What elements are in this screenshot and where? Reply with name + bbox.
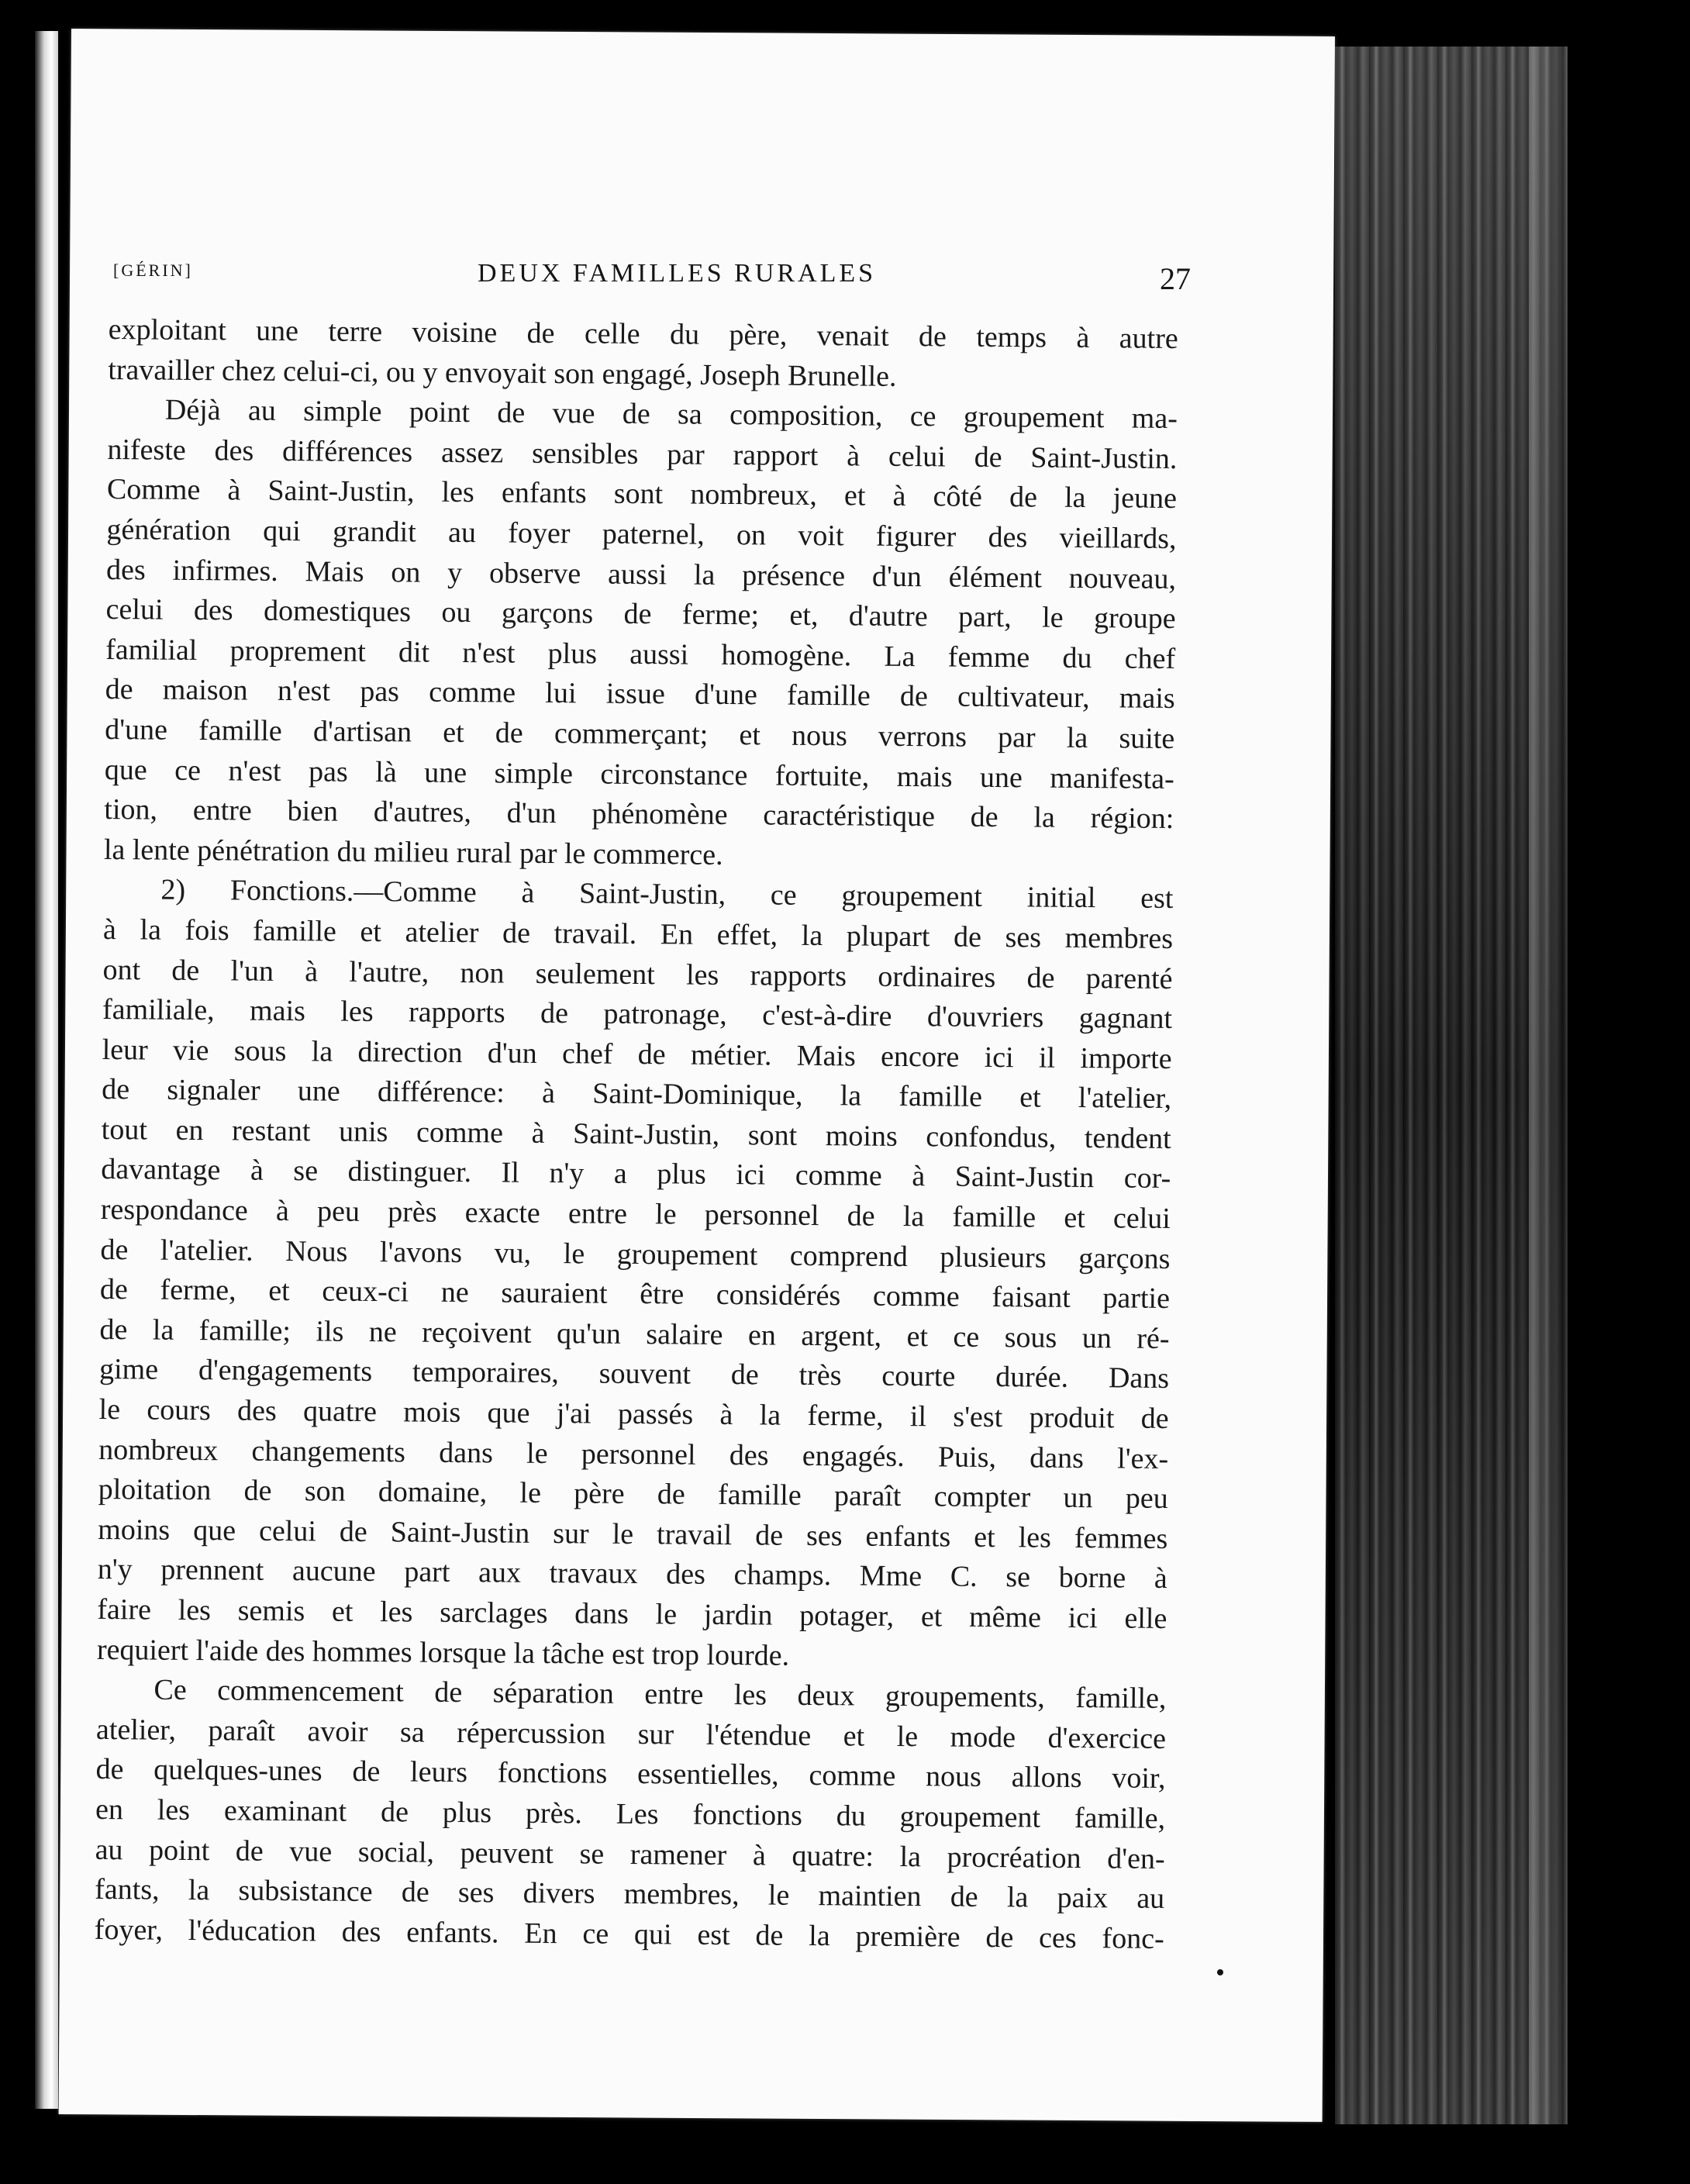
body-text (95, 310, 1178, 1959)
text-line: requiert l'aide des hommes lorsque la tâche est trop lourde. (96, 1633, 790, 1672)
text-line: que ce n'est pas là une simple circonstance fortuite, mais une manifesta- (104, 753, 1174, 795)
text-line: celui des domestiques ou garçons de ferme; et, d'autre part, le groupe (105, 593, 1176, 636)
text-line: ont de l'un à l'autre, non seulement les rapports ordinaires de parenté (102, 953, 1173, 995)
text-line: foyer, l'éducation des enfants. En ce qui est de la première de ces fonc- (94, 1913, 1164, 1955)
text-line: de l'atelier. Nous l'avons vu, le groupement comprend plusieurs garçons (100, 1233, 1171, 1275)
text-line: 2) Fonctions.—Comme à Saint-Justin, ce groupement initial est (160, 873, 1174, 916)
header-author: [GÉRIN] (113, 260, 193, 280)
text-line: respondance à peu près exacte entre le personnel de la famille et celui (100, 1193, 1171, 1236)
text-line: moins que celui de Saint-Justin sur le travail de ses enfants et les femmes (98, 1513, 1168, 1555)
text-line: tout en restant unis comme à Saint-Justin, sont moins confondus, tendent (101, 1113, 1171, 1155)
scan-speck (1217, 1969, 1223, 1975)
running-header (113, 260, 1191, 299)
text-line: de la famille; ils ne reçoivent qu'un salaire en argent, et ce sous un ré- (99, 1313, 1170, 1355)
left-page-edge (35, 31, 58, 2109)
text-line: d'une famille d'artisan et de commerçant; et nous verrons par la suite (105, 712, 1175, 755)
header-title: DEUX FAMILLES RURALES (478, 259, 877, 288)
text-line: familial proprement dit n'est plus aussi homogène. La femme du chef (105, 633, 1176, 675)
text-line: à la fois famille et atelier de travail. En effet, la plupart de ses membres (102, 913, 1174, 955)
text-line: nifeste des différences assez sensibles par rapport à celui de Saint-Justin. (107, 433, 1178, 475)
text-line: faire les semis et les sarclages dans le jardin potager, et même ici elle (97, 1592, 1167, 1635)
text-line: ploitation de son domaine, le père de famille paraît compter un peu (98, 1473, 1168, 1516)
text-line: de signaler une différence: à Saint-Dominique, la famille et l'atelier, (102, 1073, 1172, 1116)
text-line: familiale, mais les rapports de patronage, c'est-à-dire d'ouvriers gagnant (102, 993, 1173, 1036)
text-line: au point de vue social, peuvent se ramener à quatre: la procréation d'en- (95, 1833, 1165, 1875)
text-line: le cours des quatre mois que j'ai passés à la ferme, il s'est produit de (98, 1392, 1169, 1436)
text-line: tion, entre bien d'autres, d'un phénomène caractéristique de la région: (104, 793, 1174, 836)
text-line: atelier, paraît avoir sa répercussion sur l'étendue et le mode d'exercice (95, 1713, 1167, 1755)
text-line: fants, la subsistance de ses divers membres, le maintien de la paix au (95, 1873, 1165, 1916)
text-line: gime d'engagements temporaires, souvent de très courte durée. Dans (98, 1353, 1170, 1396)
text-line: génération qui grandit au foyer paternel, on voit figurer des vieillards, (106, 512, 1177, 555)
text-line: nombreux changements dans le personnel des engagés. Puis, dans l'ex- (98, 1433, 1169, 1475)
text-line: en les examinant de plus près. Les fonctions du groupement famille, (95, 1792, 1166, 1835)
text-line: de quelques-unes de leurs fonctions essentielles, comme nous allons voir, (95, 1753, 1166, 1796)
page-number: 27 (1160, 261, 1191, 296)
text-line: exploitant une terre voisine de celle du père, venait de temps à autre (108, 312, 1178, 356)
text-line: leur vie sous la direction d'un chef de métier. Mais encore ici il importe (102, 1033, 1172, 1075)
text-line: de maison n'est pas comme lui issue d'une famille de cultivateur, mais (105, 673, 1175, 716)
text-line: des infirmes. Mais on y observe aussi la présence d'un élément nouveau, (105, 553, 1177, 595)
text-line: Déjà au simple point de vue de sa composition, ce groupement ma- (164, 393, 1178, 436)
text-line: Comme à Saint-Justin, les enfants sont nombreux, et à côté de la jeune (106, 473, 1178, 516)
book-page-edges (1335, 47, 1568, 2124)
text-line: la lente pénétration du milieu rural par le commerce. (103, 833, 723, 871)
text-line: Ce commencement de séparation entre les deux groupements, famille, (153, 1673, 1167, 1716)
text-line: travailler chez celui-ci, ou y envoyait son engagé, Joseph Brunelle. (108, 353, 897, 393)
text-line: davantage à se distinguer. Il n'y a plus ici comme à Saint-Justin cor- (101, 1153, 1171, 1196)
text-line: n'y prennent aucune part aux travaux des champs. Mme C. se borne à (97, 1553, 1167, 1596)
text-line: de ferme, et ceux-ci ne sauraient être considérés comme faisant partie (99, 1273, 1171, 1316)
